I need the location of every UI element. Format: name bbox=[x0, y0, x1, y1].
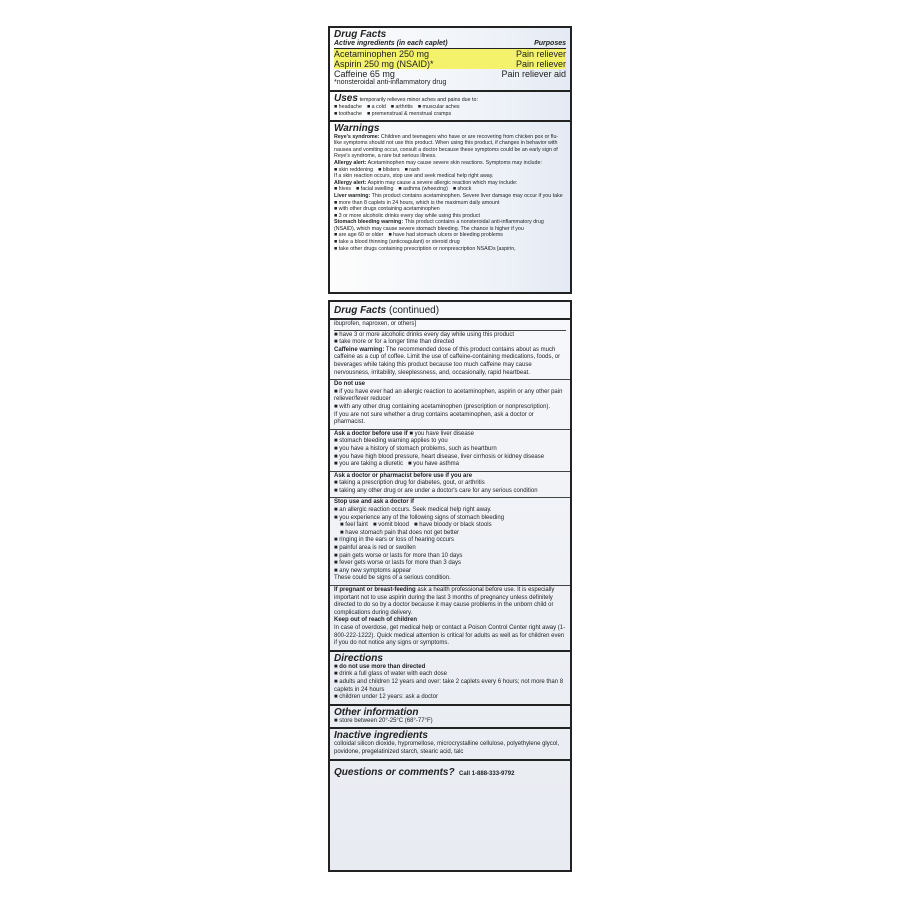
use-item: ■ premenstrual & menstrual cramps bbox=[367, 111, 451, 118]
allergy-symptom: ■ facial swelling bbox=[356, 186, 393, 193]
warnings-section bbox=[330, 122, 570, 255]
active-ingredients-header-row bbox=[334, 40, 566, 49]
allergy-symptom: ■ shock bbox=[453, 186, 472, 193]
uses-title: Uses bbox=[334, 92, 358, 104]
stomach-item: ■ take a blood thinning (anticoagulant) or steroid drug bbox=[334, 239, 566, 246]
allergy-alert-title: Allergy alert: bbox=[334, 159, 367, 166]
warning-item: ■ have 3 or more alcoholic drinks every day while using this product bbox=[334, 332, 566, 340]
ask-doctor-item: ■ you have asthma bbox=[408, 461, 459, 469]
liver-item: ■ 3 or more alcoholic drinks every day while using this product bbox=[334, 213, 566, 220]
allergy-alert-title: Allergy alert: bbox=[334, 179, 367, 186]
pregnancy-keep-out-section bbox=[330, 586, 570, 652]
pregnancy-title: If pregnant or breast-feeding bbox=[334, 587, 416, 593]
reye-text: Children and teenagers who have or are recovering from chicken pox or flu-like symptoms should not use this product. When using this product, if changes in behavior with nausea and vomiting occur, consult a doctor because these symptoms could be an early sign of Reye's syndrome, a rare but serious illness. bbox=[334, 133, 559, 160]
inactive-ingredients-section bbox=[330, 729, 570, 760]
liver-item: ■ more than 8 caplets in 24 hours, which is the maximum daily amount bbox=[334, 200, 566, 207]
ask-pharmacist-item: ■ taking a prescription drug for diabetes, gout, or arthritis bbox=[334, 480, 566, 488]
do-not-use-title: Do not use bbox=[334, 381, 365, 388]
ask-doctor-section bbox=[330, 430, 570, 472]
uses-intro: temporarily relieves minor aches and pains due to: bbox=[359, 96, 478, 103]
ask-doctor-item: ■ you have high blood pressure, heart disease, liver cirrhosis or kidney disease bbox=[334, 454, 566, 462]
allergy-symptom: ■ skin reddening bbox=[334, 167, 373, 174]
other-information-title: Other information bbox=[334, 706, 419, 718]
ask-pharmacist-section bbox=[330, 472, 570, 499]
allergy-symptom: ■ hives bbox=[334, 186, 351, 193]
active-ingredients-section bbox=[330, 28, 570, 92]
continued-text: ibuprofen, naproxen, or others] bbox=[334, 321, 417, 327]
directions-section bbox=[330, 652, 570, 706]
active-ingredients-header: Active ingredients (in each caplet) bbox=[334, 40, 448, 47]
caffeine-warning-text: The recommended dose of this product contains about as much caffeine as a cup of coffee. Limit the use of caffeine-containing medications, foods, or beverages while taking this product because too much caffeine may cause nervousness, irritability, sleeplessness, and, occasionally, rapid heartbeat. bbox=[334, 346, 561, 376]
ingredient-purpose: Pain reliever bbox=[515, 49, 566, 59]
ingredient-purpose: Pain reliever aid bbox=[501, 69, 566, 79]
do-not-use-item: ■ with any other drug containing acetaminophen (prescription or nonprescription). bbox=[334, 404, 566, 412]
warnings-title: Warnings bbox=[334, 122, 380, 134]
ingredient-name: Acetaminophen 250 mg bbox=[334, 49, 430, 59]
direction-item: ■ do not use more than directed bbox=[334, 664, 566, 672]
direction-item: ■ children under 12 years: ask a doctor bbox=[334, 694, 566, 702]
reye-title: Reye's syndrome: bbox=[334, 133, 380, 140]
panel-title: Drug Facts bbox=[334, 29, 387, 40]
other-information-section bbox=[330, 706, 570, 730]
ingredient-row bbox=[334, 59, 566, 69]
ask-doctor-title: Ask a doctor before use if bbox=[334, 430, 408, 437]
stomach-item: ■ have had stomach ulcers or bleeding problems bbox=[388, 232, 503, 239]
bleeding-sign: ■ have stomach pain that does not get better bbox=[334, 530, 566, 538]
inactive-ingredients-title: Inactive ingredients bbox=[334, 730, 428, 742]
ingredient-purpose: Pain reliever bbox=[515, 59, 566, 69]
liver-warning-text: This product contains acetaminophen. Severe liver damage may occur if you take bbox=[371, 192, 563, 199]
other-information-item: ■ store between 20°-25°C (68°-77°F) bbox=[334, 718, 566, 726]
stomach-item: ■ take other drugs containing prescription or nonprescription NSAIDs [aspirin, bbox=[334, 246, 566, 253]
ask-pharmacist-item: ■ taking any other drug or are under a doctor's care for any serious condition bbox=[334, 488, 566, 496]
liver-warning-title: Liver warning: bbox=[334, 192, 371, 199]
nsaid-footnote: *nonsteroidal anti-inflammatory drug bbox=[334, 79, 447, 86]
ask-doctor-item: ■ you have liver disease bbox=[409, 431, 474, 437]
allergy-symptom: ■ blisters bbox=[378, 167, 399, 174]
warning-item: ■ take more or for a longer time than directed bbox=[334, 339, 566, 347]
questions-title: Questions or comments? bbox=[334, 766, 455, 778]
do-not-use-note: If you are not sure whether a drug contains acetaminophen, ask a doctor or pharmacist. bbox=[334, 411, 534, 426]
ask-pharmacist-title: Ask a doctor or pharmacist before use if you are bbox=[334, 472, 473, 479]
use-item: ■ headache bbox=[334, 104, 362, 111]
skin-reaction-note: If a skin reaction occurs, stop use and seek medical help right away. bbox=[334, 173, 494, 180]
allergy-alert-text: Acetaminophen may cause severe skin reactions. Symptoms may include: bbox=[367, 159, 542, 166]
questions-section bbox=[330, 761, 570, 782]
stop-use-item: ■ fever gets worse or lasts for more than 3 days bbox=[334, 560, 566, 568]
stomach-warning-text: This product contains a nonsteroidal anti-inflammatory drug (NSAID), which may cause severe stomach bleeding. The chance is higher if you bbox=[334, 219, 544, 232]
use-item: ■ arthritis bbox=[391, 104, 413, 111]
continued-title-section bbox=[330, 302, 570, 320]
direction-item: ■ drink a full glass of water with each dose bbox=[334, 671, 566, 679]
use-item: ■ muscular aches bbox=[418, 104, 460, 111]
do-not-use-item: ■ if you have ever had an allergic reaction to acetaminophen, aspirin or any other pain reliever/fever reducer bbox=[334, 389, 566, 404]
stop-use-item: ■ painful area is red or swollen bbox=[334, 545, 566, 553]
directions-title: Directions bbox=[334, 652, 383, 664]
allergy-symptom: ■ asthma (wheezing) bbox=[398, 186, 447, 193]
bleeding-sign: ■ have bloody or black stools bbox=[414, 522, 492, 530]
direction-item: ■ adults and children 12 years and over: take 2 caplets every 6 hours; not more than 8 caplets in 24 hours bbox=[334, 679, 566, 694]
stop-use-item: ■ any new symptoms appear bbox=[334, 568, 566, 576]
stop-use-item: ■ an allergic reaction occurs. Seek medical help right away. bbox=[334, 507, 566, 515]
ask-doctor-item: ■ you are taking a diuretic bbox=[334, 461, 403, 469]
ingredient-row bbox=[334, 69, 566, 79]
stomach-item: ■ are age 60 or older bbox=[334, 232, 383, 239]
questions-phone: Call 1-888-333-9792 bbox=[459, 770, 515, 777]
keep-out-text: In case of overdose, get medical help or contact a Poison Control Center right away (1-800-222-1222). Quick medical attention is critical for adults as well as for children even if you do not notice any signs or symptoms. bbox=[334, 624, 566, 647]
ingredient-row bbox=[334, 49, 566, 59]
ask-doctor-item: ■ stomach bleeding warning applies to you bbox=[334, 438, 566, 446]
drug-facts-panel-2 bbox=[328, 300, 572, 872]
drug-facts-panel-1 bbox=[328, 26, 572, 294]
continued-label: (continued) bbox=[389, 305, 440, 316]
stop-use-note: These could be signs of a serious condition. bbox=[334, 575, 451, 582]
pregnancy-text: ask a health professional before use. It is especially important not to use aspirin during the last 3 months of pregnancy unless definitely directed to do so by a doctor because it may cause problems in the unborn child or complications during delivery. bbox=[334, 587, 555, 616]
uses-section bbox=[330, 92, 570, 122]
use-item: ■ toothache bbox=[334, 111, 362, 118]
panel-title: Drug Facts bbox=[334, 305, 387, 316]
purposes-header: Purposes bbox=[534, 40, 566, 47]
keep-out-title: Keep out of reach of children bbox=[334, 617, 418, 624]
ask-doctor-item: ■ you have a history of stomach problems, such as heartburn bbox=[334, 446, 566, 454]
ingredient-name: Aspirin 250 mg (NSAID)* bbox=[334, 59, 434, 69]
stop-use-title: Stop use and ask a doctor if bbox=[334, 499, 415, 506]
warnings-continued-section bbox=[330, 320, 570, 380]
do-not-use-section bbox=[330, 380, 570, 430]
inactive-ingredients-text: colloidal silicon dioxide, hypromellose, microcrystalline cellulose, polyethylene glycol, povidone, pregelatinized starch, stearic acid, talc bbox=[334, 741, 560, 755]
use-item: ■ a cold bbox=[367, 104, 386, 111]
allergy-alert-text: Aspirin may cause a severe allergic reaction which may include: bbox=[367, 179, 518, 186]
caffeine-warning-title: Caffeine warning: bbox=[334, 346, 385, 353]
stomach-warning-title: Stomach bleeding warning: bbox=[334, 219, 404, 226]
ingredient-name: Caffeine 65 mg bbox=[334, 69, 395, 79]
stop-use-item: ■ you experience any of the following signs of stomach bleeding bbox=[334, 515, 566, 523]
allergy-symptom: ■ rash bbox=[405, 167, 420, 174]
bleeding-sign: ■ feel faint bbox=[340, 522, 368, 530]
stop-use-item: ■ ringing in the ears or loss of hearing occurs bbox=[334, 537, 566, 545]
bleeding-sign: ■ vomit blood bbox=[373, 522, 409, 530]
stop-use-section bbox=[330, 498, 570, 586]
liver-item: ■ with other drugs containing acetaminophen bbox=[334, 206, 566, 213]
stop-use-item: ■ pain gets worse or lasts for more than 10 days bbox=[334, 553, 566, 561]
